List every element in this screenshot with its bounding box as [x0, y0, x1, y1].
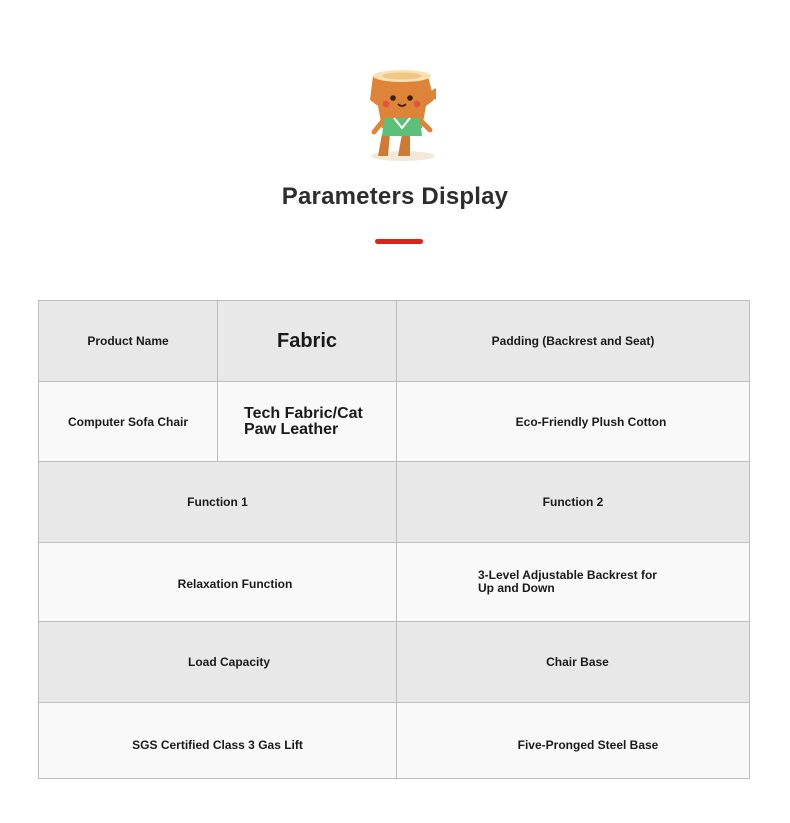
- table-row: [39, 702, 749, 778]
- table-cell: Load Capacity: [187, 655, 271, 669]
- title-accent-bar: [375, 239, 423, 244]
- table-cell: Function 1: [187, 495, 248, 509]
- table-cell: Eco-Friendly Plush Cotton: [396, 382, 749, 461]
- page-title: Parameters Display: [281, 183, 509, 210]
- table-cell: Computer Sofa Chair: [67, 414, 188, 429]
- table-cell: Chair Base: [396, 622, 758, 702]
- table-cell: [217, 382, 396, 461]
- table-cell: Relaxation Function: [177, 577, 293, 591]
- table-row: [39, 461, 749, 542]
- table-cell: Fabric: [217, 301, 396, 381]
- table-row: [39, 542, 749, 621]
- table-cell: Five-Pronged Steel Base: [396, 703, 749, 778]
- table-row: [39, 381, 749, 461]
- table-cell: Function 2: [396, 462, 749, 542]
- table-cell: Padding (Backrest and Seat): [396, 301, 749, 381]
- table-row: [39, 621, 749, 702]
- tree-stump-mascot-icon: [364, 66, 440, 162]
- table-row: [39, 301, 749, 381]
- table-cell: [396, 543, 749, 621]
- table-cell-text: Tech Fabric/Cat Paw Leather: [244, 404, 363, 438]
- table-cell: Product Name: [87, 334, 169, 348]
- table-cell: SGS Certified Class 3 Gas Lift: [132, 737, 303, 752]
- table-cell-text: 3-Level Adjustable Backrest for Up and Down: [478, 568, 657, 595]
- parameters-table: [38, 300, 750, 779]
